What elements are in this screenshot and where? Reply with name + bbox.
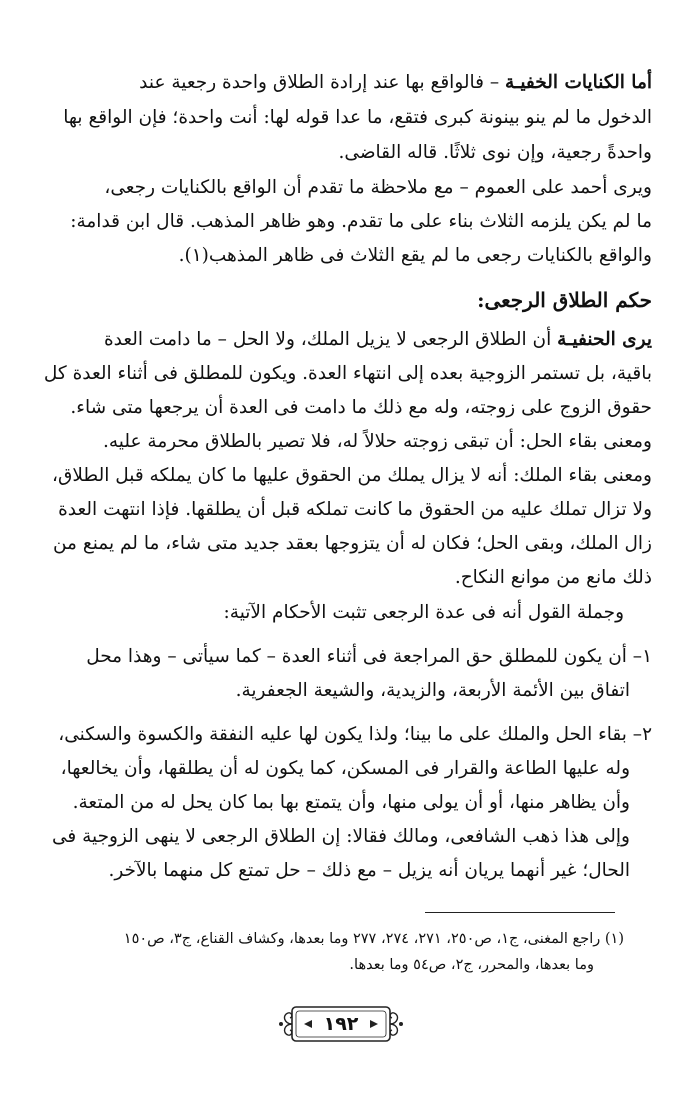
page-number: ١٩٢	[323, 1013, 359, 1035]
paragraph-line: ولا تزال تملك عليه من الحقوق ما كانت تملكه قبل أن يطلقها. فإذا انتهت العدة	[58, 499, 652, 520]
paragraph-line: باقية، بل تستمر الزوجية بعده إلى انتهاء العدة. ويكون للمطلق فى أثناء العدة كل	[43, 363, 652, 384]
paragraph-line: حقوق الزوج على زوجته، وله مع ذلك ما دامت فى العدة أن يرجعها متى شاء.	[70, 397, 652, 418]
lead-phrase: يرى الحنفيـة	[557, 329, 652, 350]
paragraph-line: زال الملك، وبقى الحل؛ فكان له أن يتزوجها بعقد جديد متى شاء، ما لم يمنع من	[52, 533, 652, 554]
footnote-line: وما بعدها، والمحرر، ج٢، ص٥٤ وما بعدها.	[349, 957, 594, 973]
paragraph-line: ومعنى بقاء الحل: أن تبقى زوجته حلالاً له، فلا تصير بالطلاق محرمة عليه.	[102, 431, 652, 452]
footnote-line: (١) راجع المغنى، ج١، ص٢٥٠، ٢٧١، ٢٧٤، ٢٧٧ وما بعدها، وكشاف القناع، ج٣، ص١٥٠	[123, 931, 624, 947]
list-item-line: ٢– بقاء الحل والملك على ما بينا؛ ولذا يكون لها عليه النفقة والكسوة والسكنى،	[58, 724, 652, 745]
paragraph-line: واحدةً رجعية، وإن نوى ثلاثًا. قاله القاضى.	[338, 142, 652, 163]
paragraph-line	[32, 68, 652, 98]
list-item-line: وأن يظاهر منها، أو أن يولى منها، وأن يتمتع بها بما كان يحل له من المتعة.	[72, 792, 630, 813]
line-text: أن الطلاق الرجعى لا يزيل الملك، ولا الحل – ما دامت العدة	[103, 329, 558, 350]
section-heading: حكم الطلاق الرجعى:	[477, 288, 652, 312]
paragraph-line: ذلك مانع من موانع النكاح.	[454, 567, 652, 588]
list-item-line: وإلى هذا ذهب الشافعى، ومالك فقالا: إن الطلاق الرجعى لا ينهى الزوجية فى	[51, 826, 630, 847]
paragraph-line: ويرى أحمد على العموم – مع ملاحظة ما تقدم أن الواقع بالكنايات رجعى،	[104, 177, 652, 198]
paragraph-line: ومعنى بقاء الملك: أنه لا يزال يملك من الحقوق عليها ما كان يملكه قبل الطلاق،	[52, 465, 652, 486]
paragraph-line	[32, 325, 652, 355]
paragraph-line: والواقع بالكنايات رجعى ما لم يقع الثلاث فى ظاهر المذهب(١).	[178, 245, 652, 266]
line-text: – فالواقع بها عند إرادة الطلاق واحدة رجعية عند	[139, 72, 506, 93]
lead-phrase: أما الكنايات الخفيـة	[505, 72, 652, 93]
list-item-line: الحال؛ غير أنهما يريان أنه يزيل – مع ذلك – حل تمتع كل منهما بالآخر.	[108, 860, 630, 881]
list-item-line: ١– أن يكون للمطلق حق المراجعة فى أثناء العدة – كما سيأتى – وهذا محل	[86, 646, 652, 667]
paragraph-line: وجملة القول أنه فى عدة الرجعى تثبت الأحكام الآتية:	[223, 602, 624, 623]
footnote-divider	[425, 912, 615, 913]
paragraph-line: ما لم يكن يلزمه الثلاث بناء على ما تقدم. وهو ظاهر المذهب. قال ابن قدامة:	[70, 211, 652, 232]
paragraph-line: الدخول ما لم ينو بينونة كبرى فتقع، ما عدا قوله لها: أنت واحدة؛ فإن الواقع بها	[63, 107, 652, 128]
list-item-line: اتفاق بين الأئمة الأربعة، والزيدية، والشيعة الجعفرية.	[235, 680, 630, 701]
list-item-line: وله عليها الطاعة والقرار فى المسكن، كما يكون له أن يطلقها، وأن يخالعها،	[60, 758, 630, 779]
